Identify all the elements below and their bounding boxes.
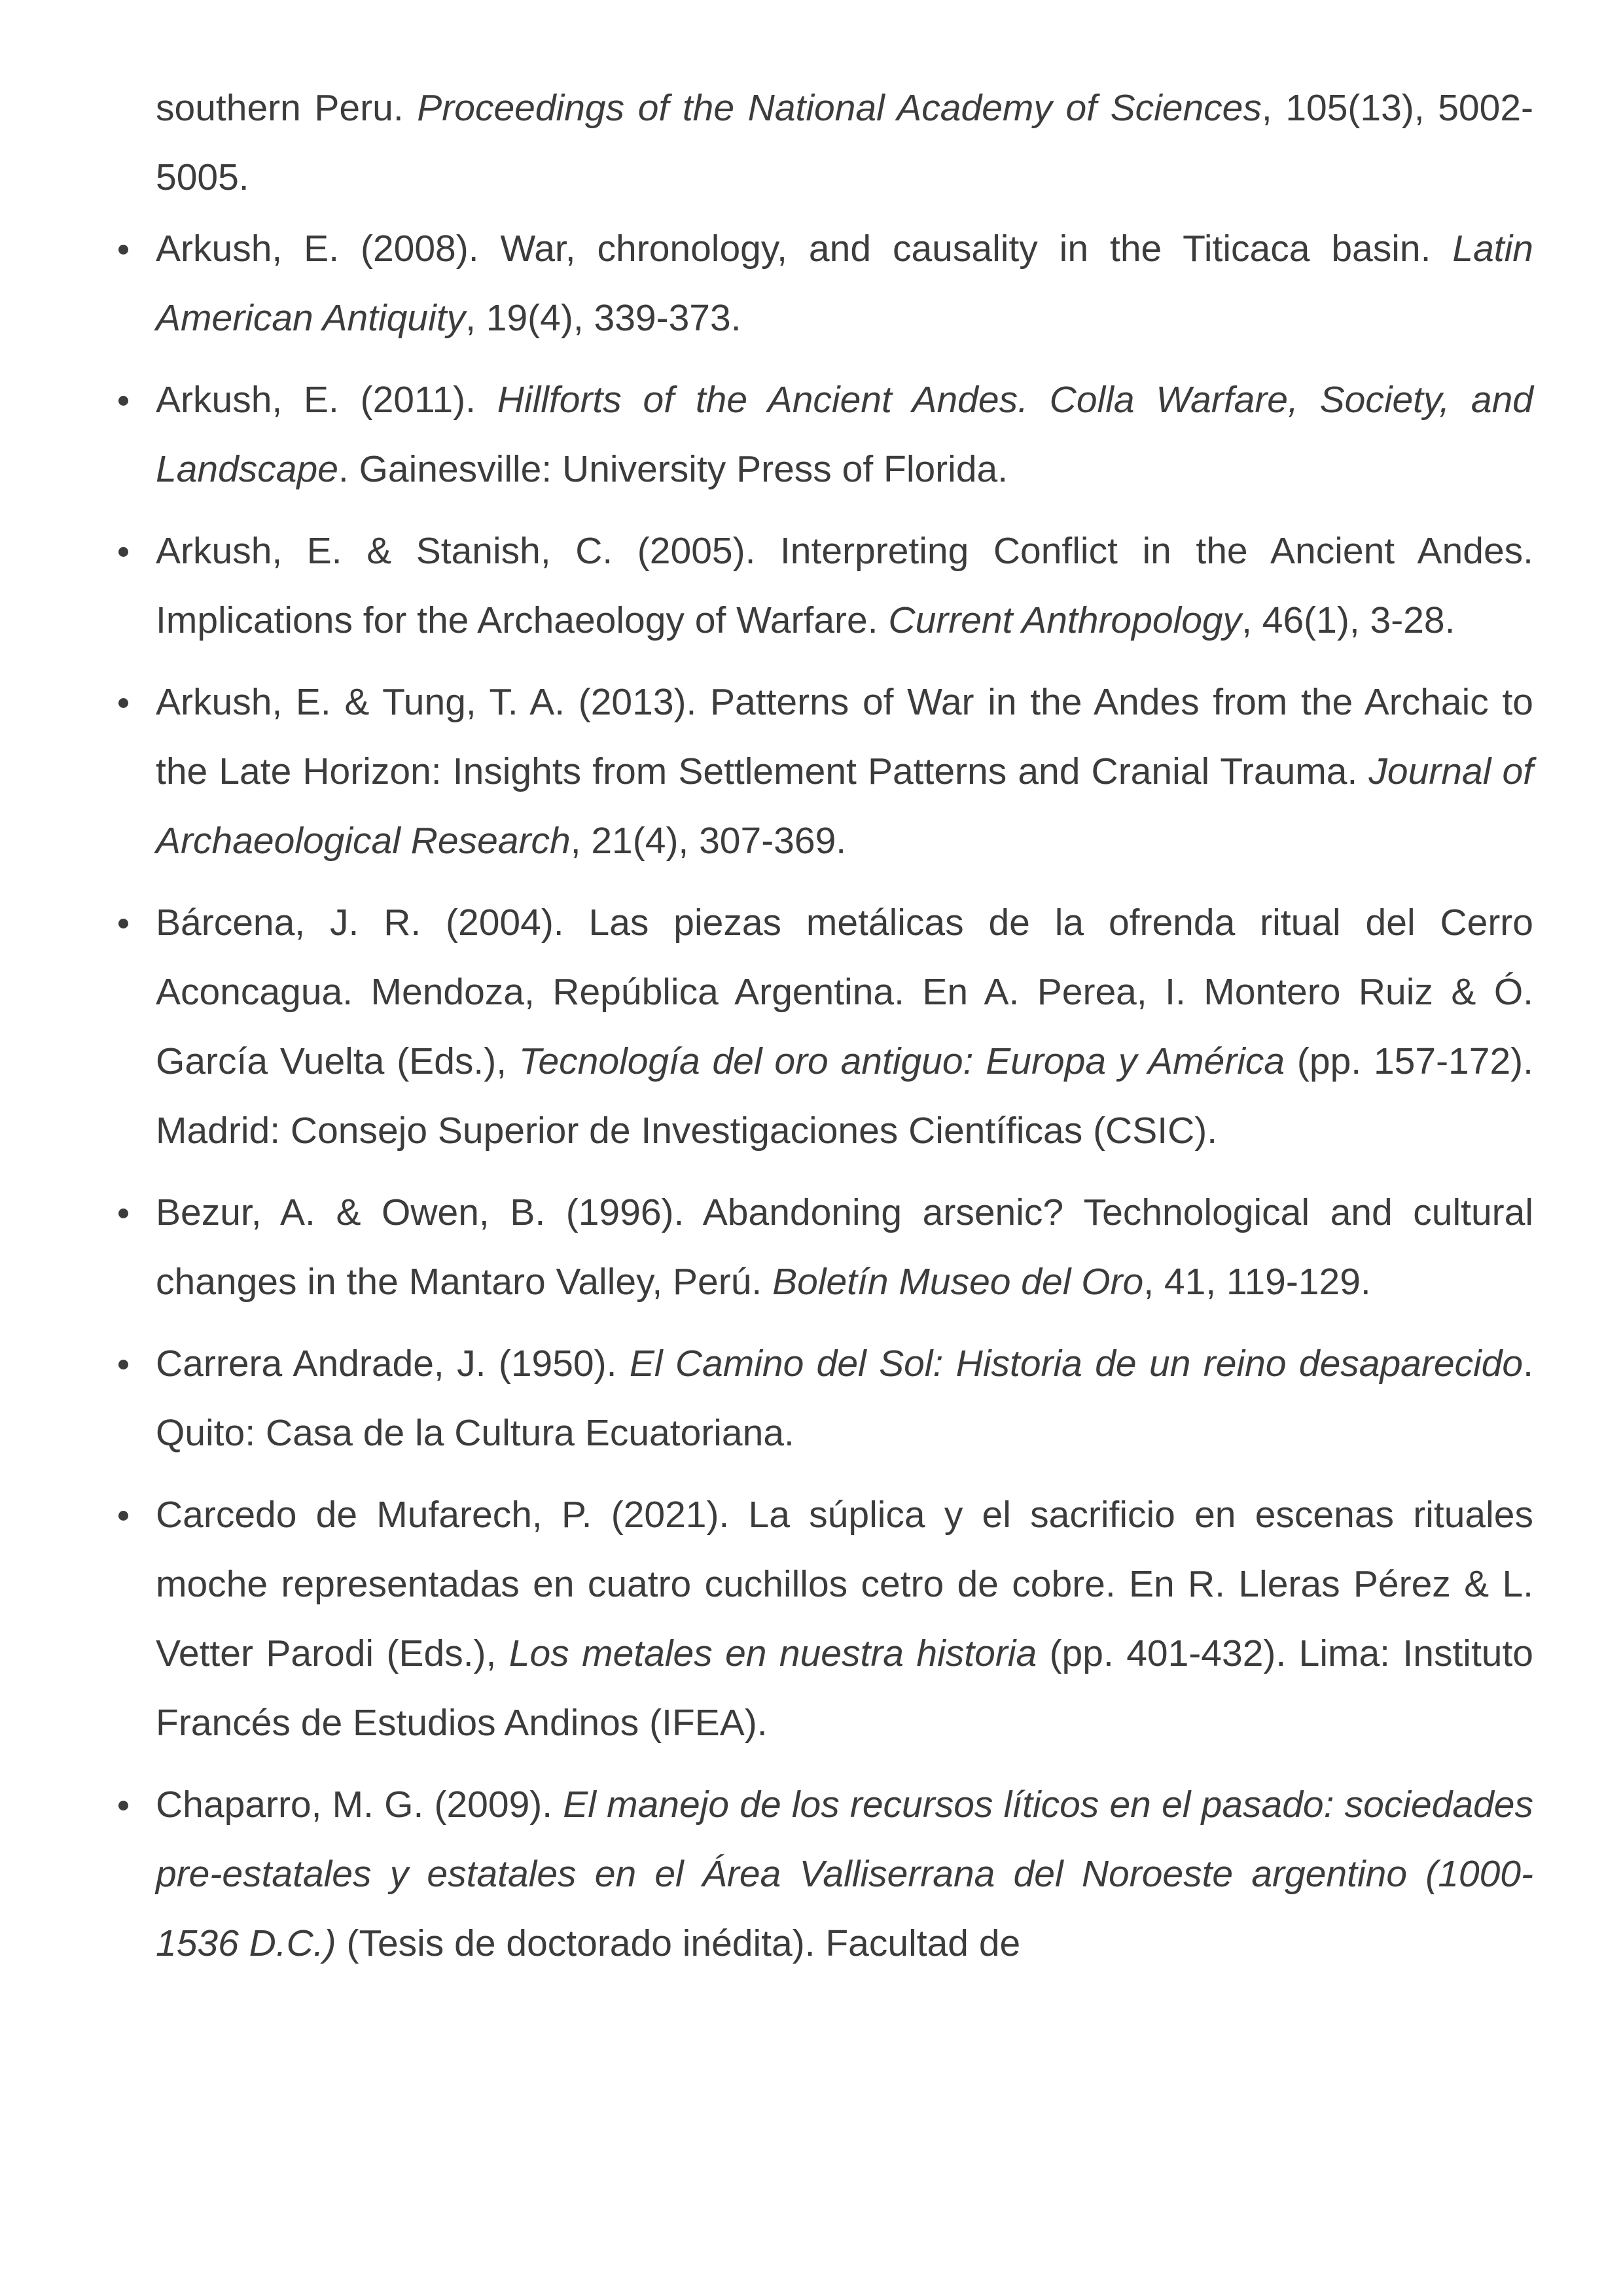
reference-source: Latin American Antiquity bbox=[156, 228, 1533, 339]
bullet-icon bbox=[118, 396, 128, 406]
continuation-tail: , 105(13), 5002-5005. bbox=[156, 87, 1533, 198]
bullet-icon bbox=[118, 919, 128, 928]
reference-source: Boletín Museo del Oro bbox=[772, 1261, 1144, 1303]
continuation-text: southern Peru. bbox=[156, 87, 418, 129]
reference-details: , 19(4), 339-373. bbox=[465, 297, 741, 339]
reference-text: Bezur, A. & Owen, B. (1996). Abandoning arsenic? Technological and cultural changes in the Mantaro Valley, Perú. bbox=[156, 1192, 1533, 1303]
reference-list bbox=[0, 214, 1623, 1990]
reference-source: El manejo de los recursos líticos en el pasado: sociedades pre-estatales y estatales en el Área Valliserrana del Noroeste argentino (1000-1536 D.C.) bbox=[156, 1784, 1533, 1964]
reference-text: Carrera Andrade, J. (1950). bbox=[156, 1343, 630, 1385]
reference-text: Chaparro, M. G. (2009). bbox=[156, 1784, 563, 1826]
reference-details: (pp. 157-172). Madrid: Consejo Superior de Investigaciones Científicas (CSIC). bbox=[156, 1040, 1533, 1152]
reference-source: Los metales en nuestra historia bbox=[508, 1633, 1037, 1674]
reference-source: Journal of Archaeological Research bbox=[156, 751, 1533, 862]
reference-text: Arkush, E. (2008). War, chronology, and causality in the Titicaca basin. bbox=[156, 228, 1453, 270]
reference-details: (Tesis de doctorado inédita). Facultad de bbox=[336, 1922, 1021, 1964]
bullet-icon bbox=[118, 245, 128, 255]
reference-details: , 21(4), 307-369. bbox=[570, 820, 847, 862]
reference-item bbox=[0, 1480, 1533, 1757]
bullet-icon bbox=[118, 1209, 128, 1218]
reference-text: Carcedo de Mufarech, P. (2021). La súplica y el sacrificio en escenas rituales moche representadas en cuatro cuchillos cetro de cobre. En R. Lleras Pérez & L. Vetter Parodi (Eds.), bbox=[156, 1494, 1533, 1674]
reference-details: (pp. 401-432). Lima: Instituto Francés de Estudios Andinos (IFEA). bbox=[156, 1633, 1534, 1744]
reference-item bbox=[0, 888, 1533, 1165]
reference-item bbox=[0, 516, 1533, 655]
reference-item bbox=[0, 214, 1533, 353]
reference-source: Hillforts of the Ancient Andes. Colla Warfare, Society, and Landscape bbox=[156, 379, 1533, 490]
reference-source: Current Anthropology bbox=[888, 599, 1242, 641]
reference-text: Arkush, E. & Tung, T. A. (2013). Patterns of War in the Andes from the Archaic to the Late Horizon: Insights from Settlement Patterns and Cranial Trauma. bbox=[156, 681, 1533, 792]
bullet-icon bbox=[118, 547, 128, 557]
continuation-journal: Proceedings of the National Academy of Sciences bbox=[417, 87, 1262, 129]
reference-item bbox=[0, 365, 1533, 504]
reference-details: . Gainesville: University Press of Florida. bbox=[338, 448, 1008, 490]
reference-item bbox=[0, 1329, 1533, 1468]
bullet-icon bbox=[118, 1360, 128, 1369]
bullet-icon bbox=[118, 1801, 128, 1810]
reference-source: Tecnología del oro antiguo: Europa y América bbox=[518, 1040, 1285, 1082]
reference-details: , 41, 119-129. bbox=[1143, 1261, 1371, 1303]
bullet-icon bbox=[118, 698, 128, 708]
reference-continuation bbox=[156, 73, 1533, 212]
reference-text: Arkush, E. (2011). bbox=[156, 379, 497, 421]
reference-source: El Camino del Sol: Historia de un reino desaparecido bbox=[629, 1343, 1524, 1385]
reference-item bbox=[0, 667, 1533, 875]
bullet-icon bbox=[118, 1511, 128, 1521]
reference-text: Bárcena, J. R. (2004). Las piezas metálicas de la ofrenda ritual del Cerro Aconcagua. Mendoza, República Argentina. En A. Perea, I. Montero Ruiz & Ó. García Vuelta (Eds.), bbox=[156, 902, 1533, 1082]
reference-details: , 46(1), 3-28. bbox=[1241, 599, 1455, 641]
reference-item bbox=[0, 1178, 1533, 1316]
reference-item bbox=[0, 1770, 1533, 1978]
reference-details: . Quito: Casa de la Cultura Ecuatoriana. bbox=[156, 1343, 1533, 1454]
reference-text: Arkush, E. & Stanish, C. (2005). Interpreting Conflict in the Ancient Andes. Implications for the Archaeology of Warfare. bbox=[156, 530, 1533, 641]
